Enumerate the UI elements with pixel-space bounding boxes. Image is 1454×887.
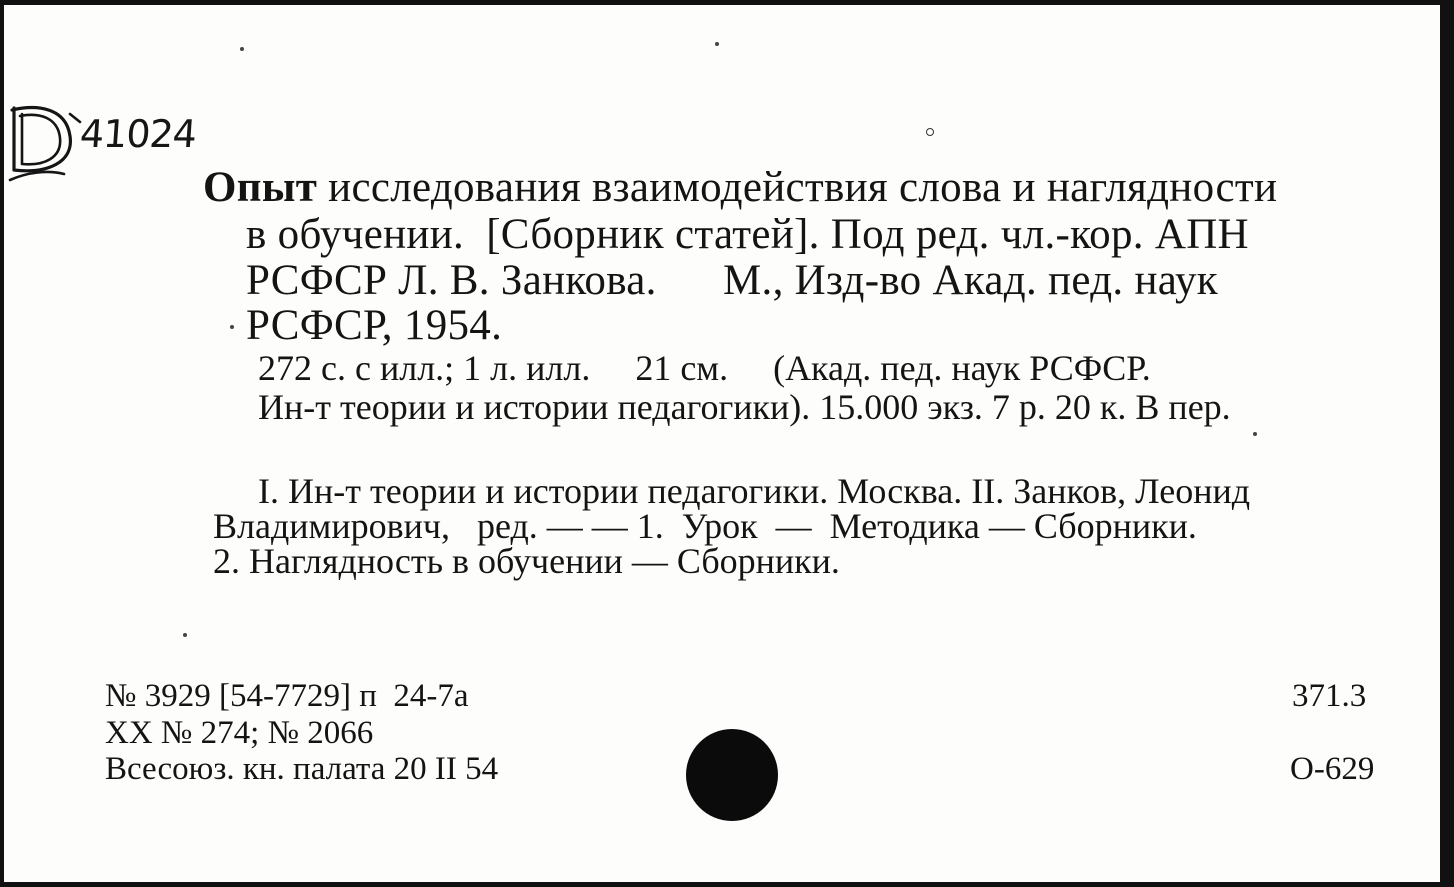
tracings-line-1: I. Ин-т теории и истории педагогики. Москва. II. Занков, Леонид <box>258 471 1251 511</box>
title-line-3: РСФСР Л. В. Занкова. М., Изд-во Акад. пед. наук <box>246 257 1218 304</box>
title-heading-word: Опыт <box>203 164 318 211</box>
collation-line-2: Ин-т теории и истории педагогики). 15.000 экз. 7 р. 20 к. В пер. <box>258 387 1231 427</box>
collation-line-1: 272 с. с илл.; 1 л. илл. 21 см. (Акад. пед. наук РСФСР. <box>258 348 1151 388</box>
scan-ring-mark <box>926 128 934 136</box>
scan-speck <box>240 47 244 51</box>
classification-number: 371.3 <box>1292 678 1367 714</box>
card-edge-top <box>0 0 1454 5</box>
book-chamber-line: Всесоюз. кн. палата 20 II 54 <box>105 751 499 787</box>
scan-speck <box>230 325 234 329</box>
scan-speck <box>1253 432 1257 436</box>
tracings-line-2: Владимирович, ред. — — 1. Урок — Методика — Сборники. <box>213 506 1197 546</box>
title-line-1 <box>203 163 1277 212</box>
card-edge-left <box>0 0 4 887</box>
card-edge-right <box>1440 0 1454 887</box>
title-line-2: в обучении. [Сборник статей]. Под ред. чл.-кор. АПН <box>246 211 1249 258</box>
handwritten-call-number: 41024 <box>78 112 198 156</box>
card-edge-bottom <box>0 882 1454 887</box>
author-mark: О-629 <box>1290 751 1375 787</box>
punch-hole <box>686 729 778 821</box>
record-number: № 3929 [54-7729] п 24-7а <box>105 678 469 714</box>
title-line-4: РСФСР, 1954. <box>246 302 503 349</box>
scan-speck <box>715 42 719 46</box>
tracings-line-3: 2. Наглядность в обучении — Сборники. <box>213 541 840 581</box>
title-line-1-rest: исследования взаимодействия слова и наглядности <box>317 164 1278 211</box>
scan-speck <box>183 633 187 637</box>
series-numbers: XX № 274; № 2066 <box>105 715 374 751</box>
